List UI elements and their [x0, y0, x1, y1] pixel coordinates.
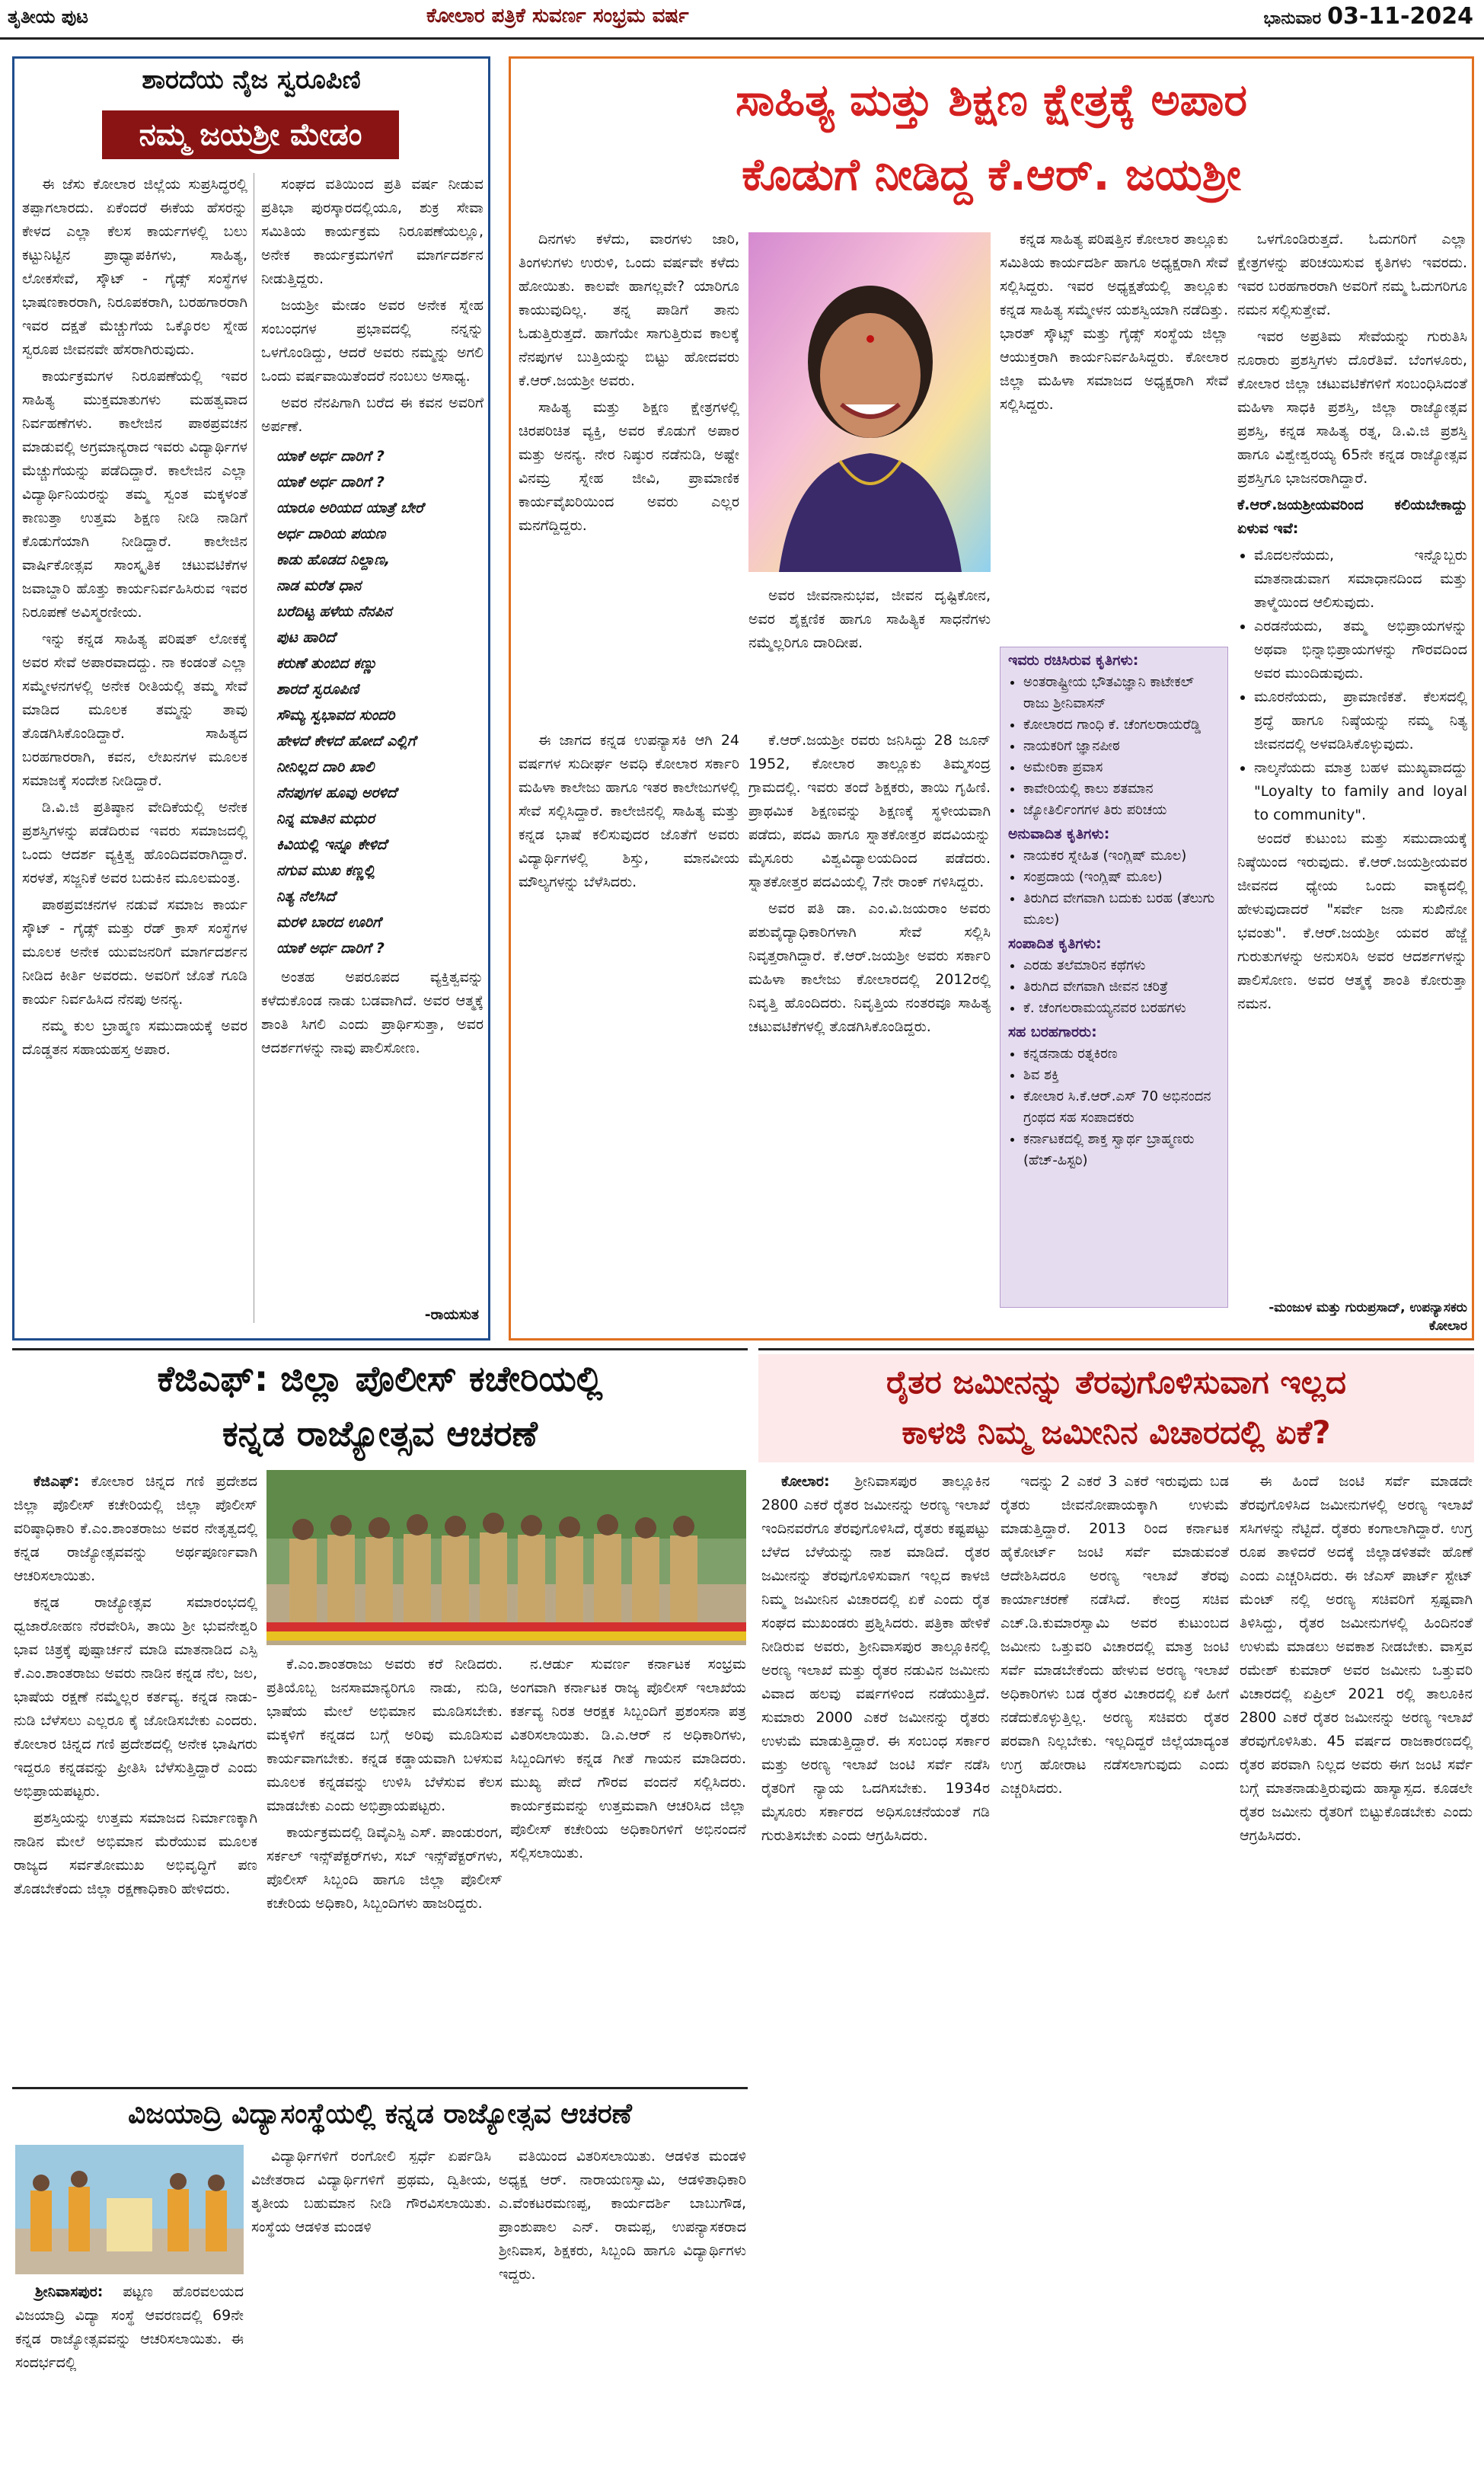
poem-line: ನಿನ್ನ ಮಾತಿನ ಮಧುರ	[276, 810, 375, 827]
issue-day: ಭಾನುವಾರ	[1263, 9, 1322, 28]
section-separator-2	[12, 2087, 748, 2089]
list-item: • ನಾಯಕರಿಗೆ ಜ್ಞಾನಪೀಠ	[1023, 736, 1220, 757]
section-separator	[12, 1348, 748, 1350]
school-para-2: ವಿದ್ಯಾರ್ಥಿಗಳಿಗೆ ರಂಗೋಲಿ ಸ್ಪರ್ಧೆ ಏರ್ಪಡಿಸಿ ವಿಜೇತರಾದ ವಿದ್ಯಾರ್ಥಿಗಳಿಗೆ ಪ್ರಥಮ, ದ್ವಿತೀಯ, ತೃತೀಯ ಬಹುಮಾನ ನೀಡಿ ಗೌರವಿಸಲಾಯಿತು. ಸಂಸ್ಥೆಯ ಆಡಳಿತ ಮಂಡಳಿ	[251, 2148, 491, 2235]
feature-col2-lower-para-1: ಕೆ.ಆರ್.ಜಯಶ್ರೀ ರವರು ಜನಿಸಿದ್ದು 28 ಜೂನ್ 1952, ಕೋಲಾರ ತಾಲ್ಲೂಕು ತಿಮ್ಮಸಂದ್ರ ಗ್ರಾಮದಲ್ಲಿ. ಇವರು ತಂದೆ ಶಿಕ್ಷಕರು, ತಾಯಿ ಗೃಹಿಣಿ. ಪ್ರಾಥಮಿಕ ಶಿಕ್ಷಣವನ್ನು ಶಿಕ್ಷಣಕ್ಕೆ ಸ್ಥಳೀಯವಾಗಿ ಪಡೆದು, ಪದವಿ ಹಾಗೂ ಸ್ನಾತಕೋತ್ತರ ಪದವಿಯನ್ನು ಮೈಸೂರು ವಿಶ್ವವಿದ್ಯಾಲಯದಿಂದ ಪಡೆದರು. ಸ್ನಾತಕೋತ್ತರ ಪದವಿಯಲ್ಲಿ 7ನೇ ರಾಂಕ್ ಗಳಿಸಿದ್ದರು.	[748, 732, 991, 890]
list-item: • ಸಂಪ್ರದಾಯ (ಇಂಗ್ಲಿಷ್ ಮೂಲ)	[1023, 867, 1220, 888]
feature-col4-para-2: ಇವರ ಅಪ್ರತಿಮ ಸೇವೆಯನ್ನು ಗುರುತಿಸಿ ನೂರಾರು ಪ್ರಶಸ್ತಿಗಳು ದೊರೆತಿವೆ. ಬೆಂಗಳೂರು, ಕೋಲಾರ ಜಿಲ್ಲಾ ಚಟುವಟಿಕೆಗಳಿಗೆ ಸಂಬಂಧಿಸಿದಂತೆ ಮಹಿಳಾ ಸಾಧಕಿ ಪ್ರಶಸ್ತಿ, ಜಿಲ್ಲಾ ರಾಜ್ಯೋತ್ಸವ ಪ್ರಶಸ್ತಿ, ಕನ್ನಡ ಸಾಹಿತ್ಯ ರತ್ನ, ಡಿ.ವಿ.ಜಿ ಪ್ರಶಸ್ತಿ ಹಾಗೂ ವಿಶ್ವೇಶ್ವರಯ್ಯ 65ನೇ ಕನ್ನಡ ರಾಜ್ಯೋತ್ಸವ ಪ್ರಶಸ್ತಿಗೂ ಭಾಜನರಾಗಿದ್ದಾರೆ.	[1237, 328, 1467, 487]
tribute-para-5: ಪಾಠಪ್ರವಚನಗಳ ನಡುವೆ ಸಮಾಜ ಕಾರ್ಯ ಸ್ಕೌಟ್ - ಗೈಡ್ಸ್ ಮತ್ತು ರೆಡ್ ಕ್ರಾಸ್ ಸಂಸ್ಥೆಗಳ ಮೂಲಕ ಅನೇಕ ಯುವಜನರಿಗೆ ಮಾರ್ಗದರ್ಶನ ನೀಡಿದ ಕೀರ್ತಿ ಅವರದು. ಅವರಿಗೆ ಜೊತೆ ಗೂಡಿ ಕಾರ್ಯ ನಿರ್ವಹಿಸಿದ ನೆನಪು ಅನನ್ಯ.	[22, 896, 247, 1008]
feature-col4-heading: ಕೆ.ಆರ್.ಜಯಶ್ರೀಯವರಿಂದ ಕಲಿಯಬೇಕಾದ್ದು ಏಳುವ ಇವೆ:	[1237, 497, 1467, 537]
poem-line: ಮರಳಿ ಬಾರದ ಊರಿಗೆ	[276, 914, 381, 931]
list-item: • ಎರಡು ತಲೆಮಾರಿನ ಕಥೆಗಳು	[1023, 955, 1220, 976]
poem-line: ಬರೆದಿಟ್ಟ ಹಳೆಯ ನೆನಪಿನ	[276, 603, 392, 620]
police-para-3: ಪ್ರಶಸ್ತಿಯನ್ನು ಉತ್ತಮ ಸಮಾಜದ ನಿರ್ಮಾಣಕ್ಕಾಗಿ ನಾಡಿನ ಮೇಲೆ ಅಭಿಮಾನ ಮೆರೆಯುವ ಮೂಲಕ ರಾಜ್ಯದ ಸರ್ವತೋಮುಖ ಅಭಿವೃದ್ಧಿಗೆ ಪಣ ತೊಡಬೇಕೆಂದು ಜಿಲ್ಲಾ ರಕ್ಷಣಾಧಿಕಾರಿ ಹೇಳಿದರು.	[14, 1810, 257, 1897]
poem-line: ಯಾಕೆ ಅರ್ಧ ದಾರಿಗೆ ?	[276, 474, 385, 491]
works-list-3	[1001, 955, 1227, 1019]
feature-col4-para-1: ಒಳಗೊಂಡಿರುತ್ತದೆ. ಓದುಗರಿಗೆ ಎಲ್ಲಾ ಕ್ಷೇತ್ರಗಳನ್ನು ಪರಿಚಯಿಸುವ ಕೃತಿಗಳು ಇವರದು. ಇವರ ಬರಹಗಾರರಾಗಿ ಅವರಿಗೆ ನಮ್ಮ ಓದುಗರಿಗೂ ನಮನ ಸಲ್ಲಿಸುತ್ತೇವೆ.	[1237, 231, 1467, 318]
tribute-col2-para-2: ಜಯಶ್ರೀ ಮೇಡಂ ಅವರ ಅನೇಕ ಸ್ನೇಹ ಸಂಬಂಧಗಳ ಪ್ರಭಾವದಲ್ಲಿ ನನ್ನನ್ನು ಒಳಗೊಂಡಿದ್ದು, ಆದರೆ ಅವರು ನಮ್ಮನ್ನು ಅಗಲಿ ಒಂದು ವರ್ಷವಾಯಿತೆಂದರೆ ನಂಬಲು ಅಸಾಧ್ಯ.	[261, 297, 483, 385]
farmers-col-2	[1001, 1470, 1229, 2376]
page-label: ತೃತೀಯ ಪುಟ	[8, 6, 88, 27]
feature-col1-para-2: ಸಾಹಿತ್ಯ ಮತ್ತು ಶಿಕ್ಷಣ ಕ್ಷೇತ್ರಗಳಲ್ಲಿ ಚಿರಪರಿಚಿತ ವ್ಯಕ್ತಿ, ಅವರ ಕೊಡುಗೆ ಅಪಾರ ಮತ್ತು ಅನನ್ಯ. ನೇರ ನಿಷ್ಠುರ ನಡೆನುಡಿ, ಅಷ್ಟೇ ವಿನಮ್ರ ಸ್ನೇಹ ಜೀವಿ, ಪ್ರಾಮಾಣಿಕ ಕಾರ್ಯವೈಖರಿಯಿಂದ ಅವರು ಎಲ್ಲರ ಮನಗೆದ್ದಿದ್ದರು.	[519, 399, 739, 534]
police-title-line-1: ಕೆಜಿಎಫ್: ಜಿಲ್ಲಾ ಪೊಲೀಸ್ ಕಚೇರಿಯಲ್ಲಿ	[157, 1358, 603, 1399]
farmers-col-1	[761, 1470, 990, 2376]
farmers-title-line-2: ಕಾಳಜಿ ನಿಮ್ಮ ಜಮೀನಿನ ವಿಚಾರದಲ್ಲಿ ಏಕೆ?	[902, 1414, 1331, 1451]
poem-line: ನಗುವ ಮುಖ ಕಣ್ಣಲ್ಲಿ	[276, 862, 375, 879]
tribute-credit: -ರಾಯಸುತ	[424, 1306, 479, 1323]
feature-photo-caption-text	[748, 584, 991, 721]
tribute-col-2	[261, 173, 483, 1300]
works-heading-4: ಸಹ ಬರಹಗಾರರು:	[1008, 1024, 1097, 1040]
poem-line: ಕಾಡು ಹೊಡದ ನಿಲ್ದಾಣ,	[276, 551, 391, 568]
police-dateline: ಕೆಜಿಎಫ್:	[34, 1473, 80, 1490]
police-para-4: ಕೆ.ಎಂ.ಶಾಂತರಾಜು ಅವರು ಕರೆ ನೀಡಿದರು. ಪ್ರತಿಯೊಬ್ಬ ಜನಸಾಮಾನ್ಯರಿಗೂ ನಾಡು, ನುಡಿ, ಭಾಷೆಯ ಮೇಲೆ ಅಭಿಮಾನ ಮೂಡಿಸಬೇಕು. ಮಕ್ಕಳಿಗೆ ಕನ್ನಡದ ಬಗ್ಗೆ ಅರಿವು ಮೂಡಿಸುವ ಕಾರ್ಯವಾಗಬೇಕು. ಕನ್ನಡ ಕಡ್ಡಾಯವಾಗಿ ಬಳಸುವ ಮೂಲಕ ಕನ್ನಡವನ್ನು ಉಳಿಸಿ ಬೆಳೆಸುವ ಕೆಲಸ ಮಾಡಬೇಕು ಎಂದು ಅಭಿಪ್ರಾಯಪಟ್ಟರು.	[266, 1656, 503, 1814]
list-item: • ಶಿವ ಶಕ್ತಿ	[1023, 1065, 1220, 1086]
feature-col-1-lower	[519, 729, 739, 1331]
school-para-3: ವತಿಯಿಂದ ವಿತರಿಸಲಾಯಿತು. ಆಡಳಿತ ಮಂಡಳಿ ಅಧ್ಯಕ್ಷ ಆರ್. ನಾರಾಯಣಸ್ವಾಮಿ, ಆಡಳಿತಾಧಿಕಾರಿ ಎ.ವೆಂಕಟರಮಣಪ್ಪ, ಕಾರ್ಯದರ್ಶಿ ಬಾಬುಗೌಡ, ಪ್ರಾಂಶುಪಾಲ ಎನ್. ರಾಮಪ್ಪ, ಉಪನ್ಯಾಸಕರಾದ ಶ್ರೀನಿವಾಸ, ಶಿಕ್ಷಕರು, ಸಿಬ್ಬಂದಿ ಹಾಗೂ ವಿದ್ಯಾರ್ಥಿಗಳು ಇದ್ದರು.	[499, 2148, 746, 2283]
list-item: • ನಾಯಕರ ಸ್ನೇಹಿತ (ಇಂಗ್ಲಿಷ್ ಮೂಲ)	[1023, 845, 1220, 867]
poem-line: ಕರುಣೆ ತುಂಬಿದ ಕಣ್ಣು	[276, 655, 378, 672]
police-title-line-2: ಕನ್ನಡ ರಾಜ್ಯೋತ್ಸವ ಆಚರಣೆ	[222, 1413, 538, 1454]
police-group-photo-image	[266, 1470, 746, 1645]
works-list-2	[1001, 845, 1227, 931]
portrait-photo-image	[748, 232, 991, 572]
feature-col-2-lower	[748, 729, 991, 1331]
police-para-6: ನ.ಆರ್ಡು ಸುವರ್ಣ ಕರ್ನಾಟಕ ಸಂಭ್ರಮ ಅಂಗವಾಗಿ ಕರ್ನಾಟಕ ರಾಜ್ಯ ಪೊಲೀಸ್ ಇಲಾಖೆಯ ಕರ್ತವ್ಯ ನಿರತ ಆರಕ್ಷಕ ಸಿಬ್ಬಂದಿಗೆ ಪ್ರಶಂಸನಾ ಪತ್ರ ವಿತರಿಸಲಾಯಿತು. ಡಿ.ಎ.ಆರ್ ನ ಅಧಿಕಾರಿಗಳು, ಸಿಬ್ಬಂದಿಗಳು ಕನ್ನಡ ಗೀತೆ ಗಾಯನ ಮಾಡಿದರು. ಮುಖ್ಯ ಪೇದೆ ಗೌರವ ವಂದನೆ ಸಲ್ಲಿಸಿದರು. ಕಾರ್ಯಕ್ರಮವನ್ನು ಉತ್ತಮವಾಗಿ ಆಚರಿಸಿದ ಜಿಲ್ಲಾ ಪೊಲೀಸ್ ಕಚೇರಿಯ ಅಧಿಕಾರಿಗಳಿಗೆ ಅಭಿನಂದನೆ ಸಲ್ಲಿಸಲಾಯಿತು.	[510, 1656, 746, 1861]
works-heading-1: ಇವರು ರಚಿಸಿರುವ ಕೃತಿಗಳು:	[1008, 652, 1139, 669]
feature-article	[509, 56, 1474, 1341]
issue-date	[1264, 3, 1473, 30]
police-col-2	[266, 1653, 503, 2079]
poem-line: ಹೇಳದೆ ಕೇಳದೆ ಹೋದೆ ಎಲ್ಲಿಗೆ	[276, 733, 416, 749]
poem-line: ಯಾರೂ ಅರಿಯದ ಯಾತ್ರೆ ಬೇರೆ	[276, 500, 423, 516]
feature-col3-para-1: ಕನ್ನಡ ಸಾಹಿತ್ಯ ಪರಿಷತ್ತಿನ ಕೋಲಾರ ತಾಲ್ಲೂಕು ಸಮಿತಿಯ ಕಾರ್ಯದರ್ಶಿ ಹಾಗೂ ಅಧ್ಯಕ್ಷರಾಗಿ ಸೇವೆ ಸಲ್ಲಿಸಿದ್ದರು. ಇವರ ಅಧ್ಯಕ್ಷತೆಯಲ್ಲಿ ತಾಲ್ಲೂಕು ಕನ್ನಡ ಸಾಹಿತ್ಯ ಸಮ್ಮೇಳನ ಯಶಸ್ವಿಯಾಗಿ ನಡೆದಿತ್ತು. ಭಾರತ್ ಸ್ಕೌಟ್ಸ್ ಮತ್ತು ಗೈಡ್ಸ್ ಸಂಸ್ಥೆಯ ಜಿಲ್ಲಾ ಆಯುಕ್ತರಾಗಿ ಕಾರ್ಯನಿರ್ವಹಿಸಿದ್ದರು. ಕೋಲಾರ ಜಿಲ್ಲಾ ಮಹಿಳಾ ಸಮಾಜದ ಅಧ್ಯಕ್ಷರಾಗಿ ಸೇವೆ ಸಲ್ಲಿಸಿದ್ದರು.	[1000, 231, 1228, 413]
poem-line: ಕಿವಿಯಲ್ಲಿ ಇನ್ನೂ ಕೇಳಿದೆ	[276, 836, 387, 853]
tribute-article	[12, 56, 490, 1341]
page-header	[0, 0, 1484, 40]
poem-line: ನೀನಿಲ್ಲದ ದಾರಿ ಖಾಲಿ	[276, 759, 375, 775]
police-para-2: ಕನ್ನಡ ರಾಜ್ಯೋತ್ಸವ ಸಮಾರಂಭದಲ್ಲಿ ಧ್ವಜಾರೋಹಣ ನೆರವೇರಿಸಿ, ತಾಯಿ ಶ್ರೀ ಭುವನೇಶ್ವರಿ ಭಾವ ಚಿತ್ರಕ್ಕೆ ಪುಷ್ಪಾರ್ಚನೆ ಮಾಡಿ ಮಾತನಾಡಿದ ಎಸ್ಪಿ ಕೆ.ಎಂ.ಶಾಂತರಾಜು ಅವರು ನಾಡಿನ ಕನ್ನಡ ನೆಲ, ಜಲ, ಭಾಷೆಯ ರಕ್ಷಣೆ ನಮ್ಮೆಲ್ಲರ ಕರ್ತವ್ಯ. ಕನ್ನಡ ನಾಡು-ನುಡಿ ಬೆಳೆಸಲು ಎಲ್ಲರೂ ಕೈ ಜೋಡಿಸಬೇಕು ಎಂದರು. ಕೋಲಾರ ಚಿನ್ನದ ಗಣಿ ಪ್ರದೇಶದಲ್ಲಿ ಅನೇಕ ಭಾಷಿಗರು ಇದ್ದರೂ ಕನ್ನಡವನ್ನು ಪ್ರೀತಿಸಿ ಬೆಳೆಸುತ್ತಿದ್ದಾರೆ ಎಂದು ಅಭಿಪ್ರಾಯಪಟ್ಟರು.	[14, 1594, 257, 1800]
poem-line: ಅರ್ಧ ದಾರಿಯ ಪಯಣ	[276, 526, 386, 542]
farmers-col-3	[1240, 1470, 1473, 2376]
works-list-4	[1001, 1043, 1227, 1171]
poem-line: ಯಾಕೆ ಅರ್ಧ ದಾರಿಗೆ ?	[276, 448, 385, 465]
tribute-col2-para-3: ಅವರ ನೆನಪಿಗಾಗಿ ಬರೆದ ಈ ಕವನ ಅವರಿಗೆ ಅರ್ಪಣೆ.	[261, 395, 483, 435]
feature-col1-lower-para-1: ಈ ಜಾಗದ ಕನ್ನಡ ಉಪನ್ಯಾಸಕಿ ಆಗಿ 24 ವರ್ಷಗಳ ಸುದೀರ್ಘ ಅವಧಿ ಕೋಲಾರ ಸರ್ಕಾರಿ ಮಹಿಳಾ ಕಾಲೇಜು ಹಾಗೂ ಇತರ ಕಾಲೇಜುಗಳಲ್ಲಿ ಸೇವೆ ಸಲ್ಲಿಸಿದ್ದಾರೆ. ಕಾಲೇಜಿನಲ್ಲಿ ಸಾಹಿತ್ಯ ಮತ್ತು ಕನ್ನಡ ಭಾಷೆ ಕಲಿಸುವುದರ ಜೊತೆಗೆ ಅವರು ವಿದ್ಯಾರ್ಥಿಗಳಲ್ಲಿ ಶಿಸ್ತು, ಮಾನವೀಯ ಮೌಲ್ಯಗಳನ್ನು ಬೆಳೆಸಿದರು.	[519, 732, 739, 890]
feature-col4-para-3: ಅಂದರೆ ಕುಟುಂಬ ಮತ್ತು ಸಮುದಾಯಕ್ಕೆ ನಿಷ್ಠೆಯಿಂದ ಇರುವುದು. ಕೆ.ಆರ್.ಜಯಶ್ರೀಯವರ ಜೀವನದ ಧ್ಯೇಯ ಒಂದು ವಾಕ್ಯದಲ್ಲಿ ಹೇಳುವುದಾದರೆ "ಸರ್ವೇ ಜನಾ ಸುಖಿನೋ ಭವಂತು". ಕೆ.ಆರ್.ಜಯಶ್ರೀ ಯವರ ಹೆಜ್ಜೆ ಗುರುತುಗಳನ್ನು ಅನುಸರಿಸಿ ಅವರ ಆದರ್ಶಗಳನ್ನು ಪಾಲಿಸೋಣ. ಅವರ ಆತ್ಮಕ್ಕೆ ಶಾಂತಿ ಕೋರುತ್ತಾ ನಮನ.	[1237, 830, 1467, 1012]
feature-credit-place: ಉಪನ್ಯಾಸಕರು ಕೋಲಾರ	[1409, 1300, 1467, 1334]
list-item: • ತಿರುಗಿದ ವೇಗವಾಗಿ ಜೀವನ ಚರಿತ್ರೆ	[1023, 976, 1220, 998]
school-dateline: ಶ್ರೀನಿವಾಸಪುರ:	[35, 2283, 104, 2300]
feature-col2-lower-para-2: ಅವರ ಪತಿ ಡಾ. ಎಂ.ವಿ.ಜಯರಾಂ ಅವರು ಪಶುವೈದ್ಯಾಧಿಕಾರಿಗಳಾಗಿ ಸೇವೆ ಸಲ್ಲಿಸಿ ನಿವೃತ್ತರಾಗಿದ್ದಾರೆ. ಕೆ.ಆರ್.ಜಯಶ್ರೀ ಅವರು ಸರ್ಕಾರಿ ಮಹಿಳಾ ಕಾಲೇಜು ಕೋಲಾರದಲ್ಲಿ 2012ರಲ್ಲಿ ನಿವೃತ್ತಿ ಹೊಂದಿದರು. ನಿವೃತ್ತಿಯ ನಂತರವೂ ಸಾಹಿತ್ಯ ಚಟುವಟಿಕೆಗಳಲ್ಲಿ ತೊಡಗಿಸಿಕೊಂಡಿದ್ದರು.	[748, 900, 991, 1035]
list-item: • ಕನ್ನಡನಾಡು ರತ್ನಕಿರಣ	[1023, 1043, 1220, 1065]
school-event-photo-image	[15, 2145, 244, 2274]
list-item: • ನಾಲ್ಕನೆಯದು ಮಾತ್ರ ಬಹಳ ಮುಖ್ಯವಾದದ್ದು "Loyalty to family and loyal to community".	[1254, 756, 1467, 827]
feature-col-4	[1237, 228, 1467, 1294]
police-col-3	[510, 1653, 746, 2079]
tribute-para-6: ನಮ್ಮ ಕುಲ ಬ್ರಾಹ್ಮಣ ಸಮುದಾಯಕ್ಕೆ ಅವರ ದೊಡ್ಡತನ ಸಹಾಯಹಸ್ತ ಅಪಾರ.	[22, 1018, 247, 1058]
list-item: • ಕರ್ನಾಟಕದಲ್ಲಿ ಶಾಕ್ತ ಸ್ವಾರ್ಥ ಬ್ರಾಹ್ಮಣರು (ಹೆಚ್-ಹಿಸ್ಟರಿ)	[1023, 1129, 1220, 1171]
farmers-col-1-text: ಶ್ರೀನಿವಾಸಪುರ ತಾಲ್ಲೂಕಿನ 2800 ಎಕರೆ ರೈತರ ಜಮೀನನ್ನು ಅರಣ್ಯ ಇಲಾಖೆ ಇಂದಿನವರೆಗೂ ತೆರವುಗೊಳಿಸಿದೆ, ರೈತರು ಕಷ್ಟಪಟ್ಟು ಬೆಳೆದ ಬೆಳೆಯನ್ನು ನಾಶ ಮಾಡಿದೆ. ರೈತರ ಜಮೀನನ್ನು ತೆರವುಗೊಳಿಸುವಾಗ ಇಲ್ಲದ ಕಾಳಜಿ ನಿಮ್ಮ ಜಮೀನಿನ ವಿಚಾರದಲ್ಲಿ ಏಕೆ ಎಂದು ರೈತ ಸಂಘದ ಮುಖಂಡರು ಪ್ರಶ್ನಿಸಿದರು. ಪತ್ರಿಕಾ ಹೇಳಿಕೆ ನೀಡಿರುವ ಅವರು, ಶ್ರೀನಿವಾಸಪುರ ತಾಲ್ಲೂಕಿನಲ್ಲಿ ಅರಣ್ಯ ಇಲಾಖೆ ಮತ್ತು ರೈತರ ನಡುವಿನ ಜಮೀನು ವಿವಾದ ಹಲವು ವರ್ಷಗಳಿಂದ ನಡೆಯುತ್ತಿದೆ. ಸುಮಾರು 2000 ಎಕರೆ ಜಮೀನನ್ನು ರೈತರು ಉಳುಮೆ ಮಾಡುತ್ತಿದ್ದಾರೆ. ಈ ಸಂಬಂಧ ಸರ್ಕಾರ ಮತ್ತು ಅರಣ್ಯ ಇಲಾಖೆ ಜಂಟಿ ಸರ್ವೆ ನಡೆಸಿ ರೈತರಿಗೆ ನ್ಯಾಯ ಒದಗಿಸಬೇಕು. 1934ರ ಮೈಸೂರು ಸರ್ಕಾರದ ಅಧಿಸೂಚನೆಯಂತೆ ಗಡಿ ಗುರುತಿಸಬೇಕು ಎಂದು ಆಗ್ರಹಿಸಿದರು.	[761, 1473, 990, 1844]
tribute-para-3: ಇನ್ನು ಕನ್ನಡ ಸಾಹಿತ್ಯ ಪರಿಷತ್ ಲೋಕಕ್ಕೆ ಅವರ ಸೇವೆ ಅಪಾರವಾದದ್ದು. ನಾ ಕಂಡಂತೆ ಎಲ್ಲಾ ಸಮ್ಮೇಳನಗಳಲ್ಲಿ ಅನೇಕ ರೀತಿಯಲ್ಲಿ ತಮ್ಮ ಸೇವೆ ಮಾಡಿದ ಮೂಲಕ ತಮ್ಮನ್ನು ತಾವು ತೊಡಗಿಸಿಕೊಂಡಿದ್ದಾರೆ. ಸಾಹಿತ್ಯದ ಬರಹಗಾರರಾಗಿ, ಕವನ, ಲೇಖನಗಳ ಮೂಲಕ ಸಮಾಜಕ್ಕೆ ಸಂದೇಶ ನೀಡಿದ್ದಾರೆ.	[22, 631, 247, 789]
list-item: • ಕೆ. ಚೆಂಗಲರಾಮಯ್ಯನವರ ಬರಹಗಳು	[1023, 998, 1220, 1019]
tribute-col2-para-4: ಅಂತಹ ಅಪರೂಪದ ವ್ಯಕ್ತಿತ್ವವನ್ನು ಕಳೆದುಕೊಂಡ ನಾಡು ಬಡವಾಗಿದೆ. ಅವರ ಆತ್ಮಕ್ಕೆ ಶಾಂತಿ ಸಿಗಲಿ ಎಂದು ಪ್ರಾರ್ಥಿಸುತ್ತಾ, ಅವರ ಆದರ್ಶಗಳನ್ನು ನಾವು ಪಾಲಿಸೋಣ.	[261, 969, 483, 1056]
list-item: • ಕಾವೇರಿಯಲ್ಲಿ ಕಾಲು ಶತಮಾನ	[1023, 778, 1220, 800]
feature-title-line-1: ಸಾಹಿತ್ಯ ಮತ್ತು ಶಿಕ್ಷಣ ಕ್ಷೇತ್ರಕ್ಕೆ ಅಪಾರ	[735, 74, 1248, 126]
poem-line: ಪುಟ ಹಾರಿದೆ	[276, 629, 336, 646]
poem-line: ನಿತ್ಯ ನೆಲೆಸಿದೆ	[276, 888, 336, 905]
poem-line: ನಾಡ ಮರೆತ ಧಾನ	[276, 577, 362, 594]
list-item: • ತಿರುಗಿದ ವೇಗವಾಗಿ ಬದುಕು ಬರಹ (ತೆಲುಗು ಮೂಲ)	[1023, 888, 1220, 931]
tribute-col2-para-1: ಸಂಘದ ವತಿಯಿಂದ ಪ್ರತಿ ವರ್ಷ ನೀಡುವ ಪ್ರತಿಭಾ ಪುರಸ್ಕಾರದಲ್ಲಿಯೂ, ಶುಕ್ರ ಸೇವಾ ಸಮಿತಿಯ ಕಾರ್ಯಕ್ರಮ ನಿರೂಪಣೆಯಲ್ಲೂ, ಅನೇಕ ಕಾರ್ಯಕ್ರಮಗಳಿಗೆ ಮಾರ್ಗದರ್ಶನ ನೀಡುತ್ತಿದ್ದರು.	[261, 176, 483, 287]
school-title: ವಿಜಯಾದ್ರಿ ವಿದ್ಯಾಸಂಸ್ಥೆಯಲ್ಲಿ ಕನ್ನಡ ರಾಜ್ಯೋತ್ಸವ ಆಚರಣೆ	[128, 2098, 632, 2130]
works-heading-2: ಅನುವಾದಿತ ಕೃತಿಗಳು:	[1008, 826, 1110, 842]
feature-col1-para-1: ದಿನಗಳು ಕಳೆದು, ವಾರಗಳು ಜಾರಿ, ತಿಂಗಳುಗಳು ಉರುಳಿ, ಒಂದು ವರ್ಷವೇ ಕಳೆದು ಹೋಯಿತು. ಕಾಲವೇ ಹಾಗಲ್ಲವೇ? ಯಾರಿಗೂ ಕಾಯುವುದಿಲ್ಲ. ತನ್ನ ಪಾಡಿಗೆ ತಾನು ಓಡುತ್ತಿರುತ್ತದೆ. ಹಾಗೆಯೇ ಸಾಗುತ್ತಿರುವ ಕಾಲಕ್ಕೆ ನೆನಪುಗಳ ಬುತ್ತಿಯನ್ನು ಬಿಟ್ಟು ಹೋದವರು ಕೆ.ಆರ್.ಜಯಶ್ರೀ ಅವರು.	[519, 231, 739, 389]
list-item: • ಜ್ಯೋತಿರ್ಲಿಂಗಗಳ ತಿರು ಪರಿಚಯ	[1023, 800, 1220, 821]
feature-credit	[1237, 1299, 1467, 1337]
school-para-1: ಪಟ್ಟಣ ಹೊರವಲಯದ ವಿಜಯಾದ್ರಿ ವಿದ್ಯಾ ಸಂಸ್ಥೆ ಆವರಣದಲ್ಲಿ 69ನೇ ಕನ್ನಡ ರಾಜ್ಯೋತ್ಸವವನ್ನು ಆಚರಿಸಲಾಯಿತು. ಈ ಸಂದರ್ಭದಲ್ಲಿ	[15, 2283, 244, 2371]
poem-line: ನೆನಪುಗಳ ಹೂವು ಅರಳಿದೆ	[276, 785, 397, 801]
poem-line: ಶಾರದೆ ಸ್ವರೂಪಿಣಿ	[276, 681, 359, 698]
works-heading-3: ಸಂಪಾದಿತ ಕೃತಿಗಳು:	[1008, 935, 1102, 952]
works-box	[1000, 647, 1228, 1308]
farmers-col-3-text: ಈ ಹಿಂದೆ ಜಂಟಿ ಸರ್ವೆ ಮಾಡದೇ ತೆರವುಗೊಳಿಸಿದ ಜಮೀನುಗಳಲ್ಲಿ ಅರಣ್ಯ ಇಲಾಖೆ ಸಸಿಗಳನ್ನು ನೆಟ್ಟಿದೆ. ರೈತರು ಕಂಗಾಲಾಗಿದ್ದಾರೆ. ಉಗ್ರ ರೂಪ ತಾಳಿದರೆ ಅದಕ್ಕೆ ಜಿಲ್ಲಾಡಳಿತವೇ ಹೊಣೆ ಎಂದು ಎಚ್ಚರಿಸಿದರು. ಈ ಜೆಎಸ್ ಪಾರ್ಟ್ ಸ್ಟೇಟ್ ಮೆಂಟ್ ನಲ್ಲಿ ಅರಣ್ಯ ಸಚಿವರಿಗೆ ಸ್ಪಷ್ಟವಾಗಿ ತಿಳಿಸಿದ್ದು, ರೈತರ ಜಮೀನುಗಳಲ್ಲಿ ಹಿಂದಿನಂತೆ ಉಳುಮೆ ಮಾಡಲು ಅವಕಾಶ ನೀಡಬೇಕು. ವಾಸ್ತವ ರಮೇಶ್ ಕುಮಾರ್ ಅವರ ಜಮೀನು ಒತ್ತುವರಿ ವಿಚಾರದಲ್ಲಿ ಏಪ್ರಿಲ್ 2021 ರಲ್ಲಿ ತಾಲೂಕಿನ 2800 ಎಕರೆ ರೈತರ ಜಮೀನನ್ನು ಅರಣ್ಯ ಇಲಾಖೆ ತೆರವುಗೊಳಿಸಿತು. 45 ವರ್ಷದ ರಾಜಕಾರಣದಲ್ಲಿ ರೈತರ ಪರವಾಗಿ ನಿಲ್ಲದ ಅವರು ಈಗ ಜಂಟಿ ಸರ್ವೆ ಬಗ್ಗೆ ಮಾತನಾಡುತ್ತಿರುವುದು ಹಾಸ್ಯಾಸ್ಪದ. ಕೂಡಲೇ ರೈತರ ಜಮೀನು ರೈತರಿಗೆ ಬಿಟ್ಟುಕೊಡಬೇಕು ಎಂದು ಆಗ್ರಹಿಸಿದರು.	[1240, 1473, 1473, 1844]
tribute-para-1: ಈ ಜೆಸು ಕೋಲಾರ ಜಿಲ್ಲೆಯ ಸುಪ್ರಸಿದ್ಧರಲ್ಲಿ ತಪ್ಪಾಗಲಾರದು. ಏಕೆಂದರೆ ಈಕೆಯ ಹೆಸರನ್ನು ಕೇಳದ ಎಲ್ಲಾ ಕೆಲಸ ಕಾರ್ಯಗಳಲ್ಲಿ ಬಲು ಕಟ್ಟುನಿಟ್ಟಿನ ಪ್ರಾಧ್ಯಾಪಕಿಗಳು, ಸಾಹಿತ್ಯ, ಲೋಕಸೇವೆ, ಸ್ಕೌಟ್ - ಗೈಡ್ಸ್ ಸಂಸ್ಥೆಗಳ ಭಾಷಣಕಾರರಾಗಿ, ನಿರೂಪಕರಾಗಿ, ಬರಹಗಾರರಾಗಿ ಇವರ ದಕ್ಷತೆ ಮೆಚ್ಚುಗೆಯ ಒಕ್ಕೊರಲ ಸ್ನೇಹ ಸ್ವರೂಪ ಜೀವನವೇ ಹೆಸರಾಗಿರುವುದು.	[22, 176, 247, 358]
list-item: • ಮೊದಲನೆಯದು, ಇನ್ನೊಬ್ಬರು ಮಾತನಾಡುವಾಗ ಸಮಾಧಾನದಿಂದ ಮತ್ತು ತಾಳ್ಮೆಯಿಂದ ಆಲಿಸುವುದು.	[1254, 544, 1467, 615]
tribute-col-1	[22, 173, 247, 1331]
list-item: • ಕೋಲಾರ ಸಿ.ಕೆ.ಆರ್.ಎಸ್ 70 ಅಭಿನಂದನ ಗ್ರಂಥದ ಸಹ ಸಂಪಾದಕರು	[1023, 1086, 1220, 1129]
feature-col-1	[519, 228, 739, 715]
farmers-title-box	[758, 1354, 1474, 1462]
masthead-title: ಕೋಲಾರ ಪತ್ರಿಕೆ ಸುವರ್ಣ ಸಂಭ್ರಮ ವರ್ಷ	[426, 5, 689, 27]
poem-line: ಯಾಕೆ ಅರ್ಧ ದಾರಿಗೆ ?	[276, 940, 385, 957]
feature-credit-name: -ಮಂಜುಳ ಮತ್ತು ಗುರುಪ್ರಸಾದ್,	[1269, 1300, 1406, 1315]
works-list-1	[1001, 672, 1227, 821]
farmers-dateline: ಕೋಲಾರ:	[781, 1473, 830, 1490]
police-para-5: ಕಾರ್ಯಕ್ರಮದಲ್ಲಿ ಡಿವೈಎಸ್ಪಿ ಎಸ್. ಪಾಂಡುರಂಗ, ಸರ್ಕಲ್ ಇನ್ಸ್‌ಪೆಕ್ಟರ್‌ಗಳು, ಸಬ್ ಇನ್ಸ್‌ಪೆಕ್ಟರ್‌ಗಳು, ಪೊಲೀಸ್ ಸಿಬ್ಬಂದಿ ಹಾಗೂ ಜಿಲ್ಲಾ ಪೊಲೀಸ್ ಕಚೇರಿಯ ಅಧಿಕಾರಿ, ಸಿಬ್ಬಂದಿಗಳು ಹಾಜರಿದ್ದರು.	[266, 1824, 503, 1912]
tribute-poem	[276, 443, 483, 961]
list-item: • ಕೋಲಾರದ ಗಾಂಧಿ ಕೆ. ಚೆಂಗಲರಾಯರೆಡ್ಡಿ	[1023, 714, 1220, 736]
police-group-photo	[266, 1470, 746, 1645]
police-para-1: ಕೋಲಾರ ಚಿನ್ನದ ಗಣಿ ಪ್ರದೇಶದ ಜಿಲ್ಲಾ ಪೊಲೀಸ್ ಕಚೇರಿಯಲ್ಲಿ ಜಿಲ್ಲಾ ಪೊಲೀಸ್ ವರಿಷ್ಠಾಧಿಕಾರಿ ಕೆ.ಎಂ.ಶಾಂತರಾಜು ಅವರ ನೇತೃತ್ವದಲ್ಲಿ ಕನ್ನಡ ರಾಜ್ಯೋತ್ಸವವನ್ನು ಅರ್ಥಪೂರ್ಣವಾಗಿ ಆಚರಿಸಲಾಯಿತು.	[14, 1473, 257, 1584]
feature-caption: ಅವರ ಜೀವನಾನುಭವ, ಜೀವನ ದೃಷ್ಟಿಕೋನ, ಅವರ ಶೈಕ್ಷಣಿಕ ಹಾಗೂ ಸಾಹಿತ್ಯಿಕ ಸಾಧನೆಗಳು ನಮ್ಮೆಲ್ಲರಿಗೂ ದಾರಿದೀಪ.	[748, 587, 991, 651]
tribute-title: ನಮ್ಮ ಜಯಶ್ರೀ ಮೇಡಂ	[102, 110, 399, 159]
tribute-kicker: ಶಾರದೆಯ ನೈಜ ಸ್ವರೂಪಿಣಿ	[142, 65, 361, 95]
school-col-2	[251, 2145, 491, 2381]
farmers-title-line-1: ರೈತರ ಜಮೀನನ್ನು ತೆರವುಗೊಳಿಸುವಾಗ ಇಲ್ಲದ	[886, 1363, 1347, 1401]
tribute-para-4: ಡಿ.ವಿ.ಜಿ ಪ್ರತಿಷ್ಠಾನ ವೇದಿಕೆಯಲ್ಲಿ ಅನೇಕ ಪ್ರಶಸ್ತಿಗಳನ್ನು ಪಡೆದಿರುವ ಇವರು ಸಮಾಜದಲ್ಲಿ ಒಂದು ಆದರ್ಶ ವ್ಯಕ್ತಿತ್ವ ಹೊಂದಿದವರಾಗಿದ್ದಾರೆ. ಸರಳತೆ, ಸಜ್ಜನಿಕೆ ಅವರ ಬದುಕಿನ ಮೂಲಮಂತ್ರ.	[22, 799, 247, 887]
portrait-photo	[748, 232, 991, 572]
feature-title-line-2: ಕೊಡುಗೆ ನೀಡಿದ್ದ ಕೆ.ಆರ್. ಜಯಶ್ರೀ	[742, 149, 1241, 200]
list-item: • ಮೂರನೆಯದು, ಪ್ರಾಮಾಣಿಕತೆ. ಕೆಲಸದಲ್ಲಿ ಶ್ರದ್ಧೆ ಹಾಗೂ ನಿಷ್ಠೆಯನ್ನು ನಮ್ಮ ನಿತ್ಯ ಜೀವನದಲ್ಲಿ ಅಳವಡಿಸಿಕೊಳ್ಳುವುದು.	[1254, 685, 1467, 756]
section-separator-3	[758, 1348, 1474, 1350]
feature-col-3	[1000, 228, 1228, 639]
school-event-photo	[15, 2145, 244, 2274]
poem-line: ಸೌಮ್ಯ ಸ್ವಭಾವದ ಸುಂದರಿ	[276, 707, 395, 724]
school-col-1	[15, 2280, 244, 2379]
tribute-para-2: ಕಾರ್ಯಕ್ರಮಗಳ ನಿರೂಪಣೆಯಲ್ಲಿ ಇವರ ಸಾಹಿತ್ಯ ಮುಕ್ತಮಾತುಗಳು ಮಹತ್ವವಾದ ನಿರ್ವಹಣೆಗಳು. ಕಾಲೇಜಿನ ಪಾಠಪ್ರವಚನ ಮಾಡುವಲ್ಲಿ ಅಗ್ರಮಾನ್ಯರಾದ ಇವರು ವಿದ್ಯಾರ್ಥಿಗಳ ಮೆಚ್ಚುಗೆಯನ್ನು ಪಡೆದಿದ್ದಾರೆ. ಕಾಲೇಜಿನ ಎಲ್ಲಾ ವಿದ್ಯಾರ್ಥಿನಿಯರನ್ನು ತಮ್ಮ ಸ್ವಂತ ಮಕ್ಕಳಂತೆ ಕಾಣುತ್ತಾ ಉತ್ತಮ ಶಿಕ್ಷಣ ನೀಡಿ ನಾಡಿಗೆ ಕೊಡುಗೆಯಾಗಿ ನೀಡಿದ್ದಾರೆ. ಕಾಲೇಜಿನ ವಾರ್ಷಿಕೋತ್ಸವ ಸಾಂಸ್ಕೃತಿಕ ಚಟುವಟಿಕೆಗಳ ಜವಾಬ್ದಾರಿ ಹೊತ್ತು ಕಾರ್ಯನಿರ್ವಹಿಸಿರುವ ಇವರ ನಿರೂಪಣೆ ಅವಿಸ್ಮರಣೀಯ.	[22, 368, 247, 621]
issue-date-value: 03-11-2024	[1327, 3, 1473, 30]
list-item: • ಅಂತರಾಷ್ಟ್ರೀಯ ಭೌತವಿಜ್ಞಾನಿ ಕಾಟೇಕಲ್ ರಾಜು ಶ್ರೀನಿವಾಸನ್	[1023, 672, 1220, 714]
school-col-3	[499, 2145, 746, 2381]
farmers-col-2-text: ಇದನ್ನು 2 ಎಕರೆ 3 ಎಕರೆ ಇರುವುದು ಬಡ ರೈತರು ಜೀವನೋಪಾಯಕ್ಕಾಗಿ ಉಳುಮೆ ಮಾಡುತ್ತಿದ್ದಾರೆ. 2013 ರಿಂದ ಕರ್ನಾಟಕ ಹೈಕೋರ್ಟ್ ಜಂಟಿ ಸರ್ವೆ ಮಾಡುವಂತೆ ಆದೇಶಿಸಿದರೂ ಅರಣ್ಯ ಇಲಾಖೆ ತೆರವು ಕಾರ್ಯಾಚರಣೆ ನಡೆಸಿದೆ. ಕೇಂದ್ರ ಸಚಿವ ಎಚ್.ಡಿ.ಕುಮಾರಸ್ವಾಮಿ ಅವರ ಕುಟುಂಬದ ಜಮೀನು ಒತ್ತುವರಿ ವಿಚಾರದಲ್ಲಿ ಮಾತ್ರ ಜಂಟಿ ಸರ್ವೆ ಮಾಡಬೇಕೆಂದು ಹೇಳುವ ಅರಣ್ಯ ಇಲಾಖೆ ಅಧಿಕಾರಿಗಳು ಬಡ ರೈತರ ವಿಚಾರದಲ್ಲಿ ಏಕೆ ಹೀಗೆ ನಡೆದುಕೊಳ್ಳುತ್ತಿಲ್ಲ. ಅರಣ್ಯ ಸಚಿವರು ರೈತರ ಪರವಾಗಿ ನಿಲ್ಲಬೇಕು. ಇಲ್ಲದಿದ್ದರೆ ಜಿಲ್ಲೆಯಾದ್ಯಂತ ಉಗ್ರ ಹೋರಾಟ ನಡೆಸಲಾಗುವುದು ಎಂದು ಎಚ್ಚರಿಸಿದರು.	[1001, 1473, 1229, 1797]
feature-col4-list	[1237, 544, 1467, 827]
list-item: • ಅಮೇರಿಕಾ ಪ್ರವಾಸ	[1023, 757, 1220, 778]
list-item: • ಎರಡನೆಯದು, ತಮ್ಮ ಅಭಿಪ್ರಾಯಗಳನ್ನು ಅಥವಾ ಭಿನ್ನಾಭಿಪ್ರಾಯಗಳನ್ನು ಗೌರವದಿಂದ ಅವರ ಮುಂದಿಡುವುದು.	[1254, 615, 1467, 685]
